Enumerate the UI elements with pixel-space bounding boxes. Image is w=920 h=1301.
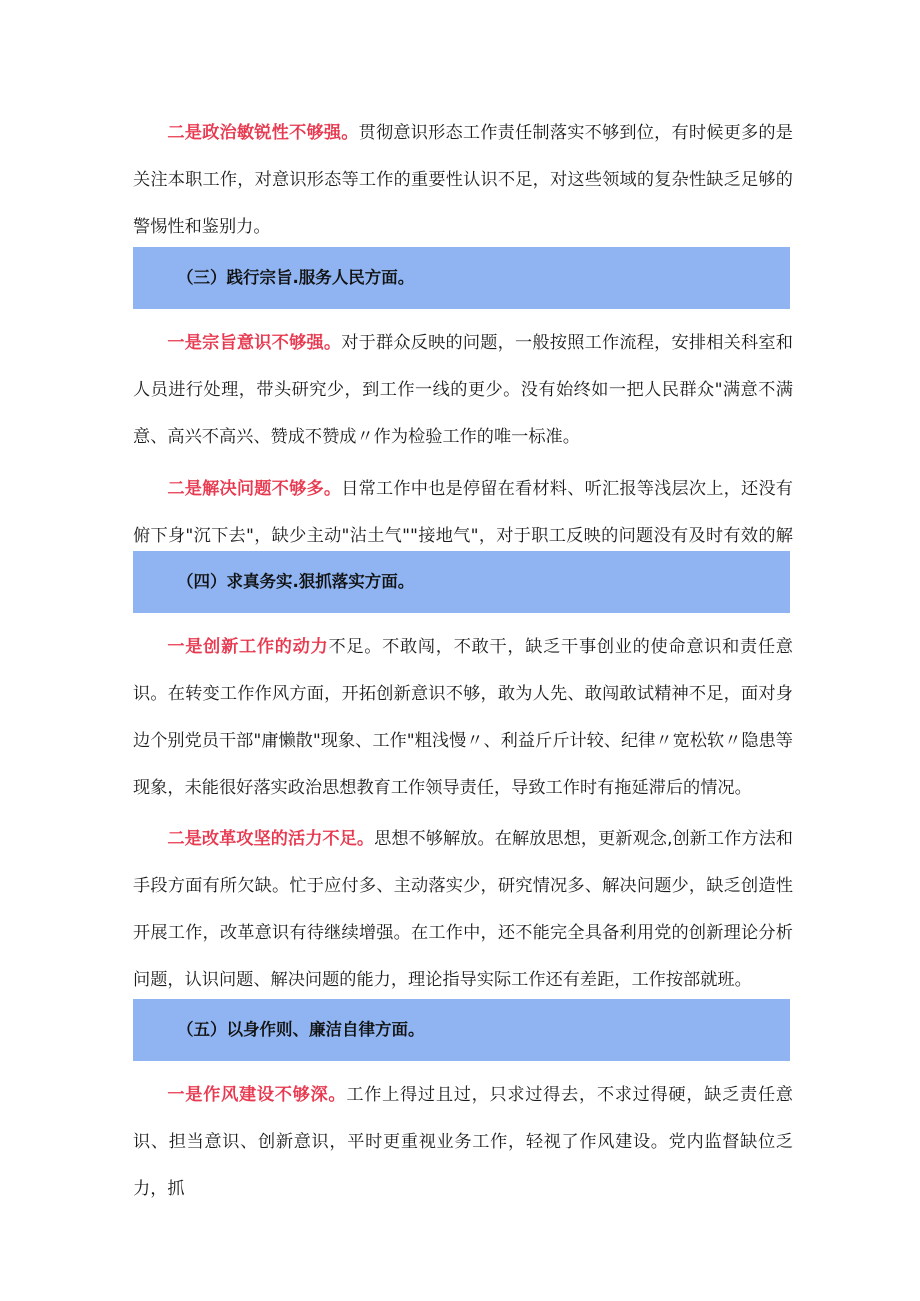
paragraph-lead: 二是政治敏锐性不够强。 bbox=[167, 123, 359, 143]
paragraph-body: 不足。不敢闯，不敢干，缺乏干事创业的使命意识和责任意识。在转变工作作风方面，开拓创新意识不够，敢为人先、敢闯敢试精神不足，面对身边个别党员干部"庸懒散"现象、工作"粗浅慢〃、利益斤斤计较、纪律〃宽松软〃隐患等现象，未能很好落实政治思想教育工作领导责任，导致工作时有拖延滞后的情况。 bbox=[133, 637, 793, 798]
paragraph-innovation-drive bbox=[133, 624, 793, 812]
section-heading-4: （四）求真务实.狠抓落实方面。 bbox=[177, 572, 415, 591]
section-heading-bar bbox=[133, 999, 790, 1061]
paragraph-purpose-awareness bbox=[133, 320, 793, 461]
paragraph-lead: 二是解决问题不够多。 bbox=[167, 479, 342, 499]
section-heading-bar bbox=[133, 551, 790, 613]
paragraph-lead: 一是创新工作的动力 bbox=[167, 637, 329, 657]
paragraph-lead: 二是改革攻坚的活力不足。 bbox=[167, 829, 375, 849]
section-heading-3: （三）践行宗旨.服务人民方面。 bbox=[177, 268, 415, 287]
paragraph-body: 工作上得过且过，只求过得去，不求过得硬，缺乏责任意识、担当意识、创新意识，平时更重视业务工作，轻视了作风建设。党内监督缺位乏力，抓 bbox=[133, 1085, 793, 1199]
paragraph-body: 贯彻意识形态工作责任制落实不够到位，有时候更多的是关注本职工作，对意识形态等工作的重要性认识不足，对这些领域的复杂性缺乏足够的警惕性和鉴别力。 bbox=[133, 123, 793, 237]
paragraph-political-sensitivity bbox=[133, 110, 793, 251]
paragraph-body: 思想不够解放。在解放思想，更新观念,创新工作方法和手段方面有所欠缺。忙于应付多、主动落实少，研究情况多、解决问题少，缺乏创造性开展工作，改革意识有待继续增强。在工作中，还不能完全具备利用党的创新理论分析问题，认识问题、解决问题的能力，理论指导实际工作还有差距，工作按部就班。 bbox=[133, 829, 793, 990]
section-heading-5: （五）以身作则、廉洁自律方面。 bbox=[177, 1020, 425, 1039]
paragraph-reform-vitality bbox=[133, 816, 793, 1004]
paragraph-lead: 一是宗旨意识不够强。 bbox=[167, 333, 342, 353]
paragraph-body: 对于群众反映的问题，一般按照工作流程，安排相关科室和人员进行处理，带头研究少，到工作一线的更少。没有始终如一把人民群众"满意不满意、高兴不高兴、赞成不赞成〃作为检验工作的唯一标准。 bbox=[133, 333, 793, 447]
paragraph-lead: 一是作风建设不够深。 bbox=[167, 1085, 347, 1105]
paragraph-work-style bbox=[133, 1072, 793, 1213]
paragraph-body: 日常工作中也是停留在看材料、听汇报等浅层次上，还没有俯下身"沉下去"，缺少主动"沾土气""接地气"，对于职工反映的问题没有及时有效的解 bbox=[133, 479, 793, 546]
section-heading-bar bbox=[133, 247, 790, 309]
